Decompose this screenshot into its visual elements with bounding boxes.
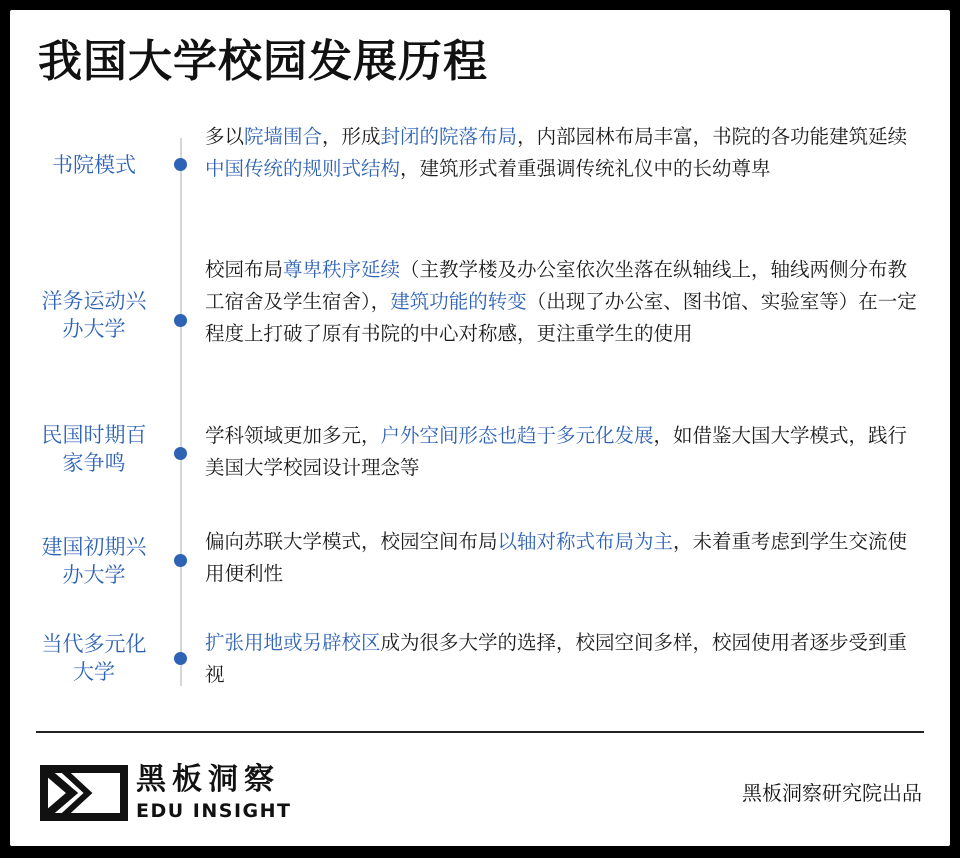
desc-segment: 学科领域更加多元， xyxy=(205,424,381,447)
era-description xyxy=(205,526,917,590)
desc-segment: ，未着重考虑到学生交流使用便利性 xyxy=(205,530,908,585)
era-description xyxy=(205,420,917,484)
era-label: 书院模式 xyxy=(52,153,136,177)
highlight-segment: 尊卑秩序延续 xyxy=(283,258,401,281)
timeline-dot xyxy=(174,447,187,460)
era-description xyxy=(205,121,917,185)
era-description xyxy=(205,627,917,691)
desc-segment: （出现了办公室、图书馆、实验室等）在一定程度上打破了原有书院的中心对称感，更注重学生的使用 xyxy=(205,290,917,345)
desc-segment: 成为很多大学的选择，校园空间多样，校园使用者逐步受到重视 xyxy=(205,631,908,686)
era-label: 当代多元化大学 xyxy=(41,632,147,684)
credit-text: 黑板洞察研究院出品 xyxy=(742,781,922,805)
desc-segment: 校园布局 xyxy=(205,258,284,281)
desc-segment: 多以 xyxy=(205,125,245,148)
highlight-segment: 封闭的院落布局 xyxy=(380,125,518,148)
timeline-dot xyxy=(174,554,187,567)
edu-insight-logo-icon xyxy=(38,763,130,823)
timeline-dot xyxy=(174,652,187,665)
timeline-line xyxy=(180,138,182,686)
desc-segment: （主教学楼及办公室依次坐落在纵轴线上，轴线两侧分布教工宿舍及学生宿舍）， xyxy=(205,258,908,313)
highlight-segment: 扩张用地或另辟校区 xyxy=(205,631,381,654)
brand-name-en: EDU INSIGHT xyxy=(136,800,292,822)
highlight-segment: 中国传统的规则式结构 xyxy=(205,157,401,180)
era-description xyxy=(205,254,917,350)
highlight-segment: 户外空间形态也趋于多元化发展 xyxy=(380,424,654,447)
desc-segment: ，内部园林布局丰富，书院的各功能建筑延续 xyxy=(517,125,908,148)
footer-divider xyxy=(36,731,924,733)
highlight-segment: 建筑功能的转变 xyxy=(390,290,527,313)
timeline-dot xyxy=(174,158,187,171)
desc-segment: 偏向苏联大学模式，校园空间布局 xyxy=(205,530,498,553)
desc-segment: ，建筑形式着重强调传统礼仪中的长幼尊卑 xyxy=(400,157,771,180)
era-label: 洋务运动兴办大学 xyxy=(41,289,147,341)
era-label: 民国时期百家争鸣 xyxy=(41,423,147,475)
brand-name-cn: 黑板洞察 xyxy=(136,762,280,797)
page-title: 我国大学校园发展历程 xyxy=(38,36,488,87)
era-label: 建国初期兴办大学 xyxy=(41,535,147,587)
desc-segment: ，如借鉴大国大学模式，践行美国大学校园设计理念等 xyxy=(205,424,908,479)
timeline-dot xyxy=(174,314,187,327)
desc-segment: ，形成 xyxy=(322,125,381,148)
highlight-segment: 以轴对称式布局为主 xyxy=(497,530,674,553)
highlight-segment: 院墙围合 xyxy=(244,125,323,148)
infographic-card xyxy=(10,10,950,846)
